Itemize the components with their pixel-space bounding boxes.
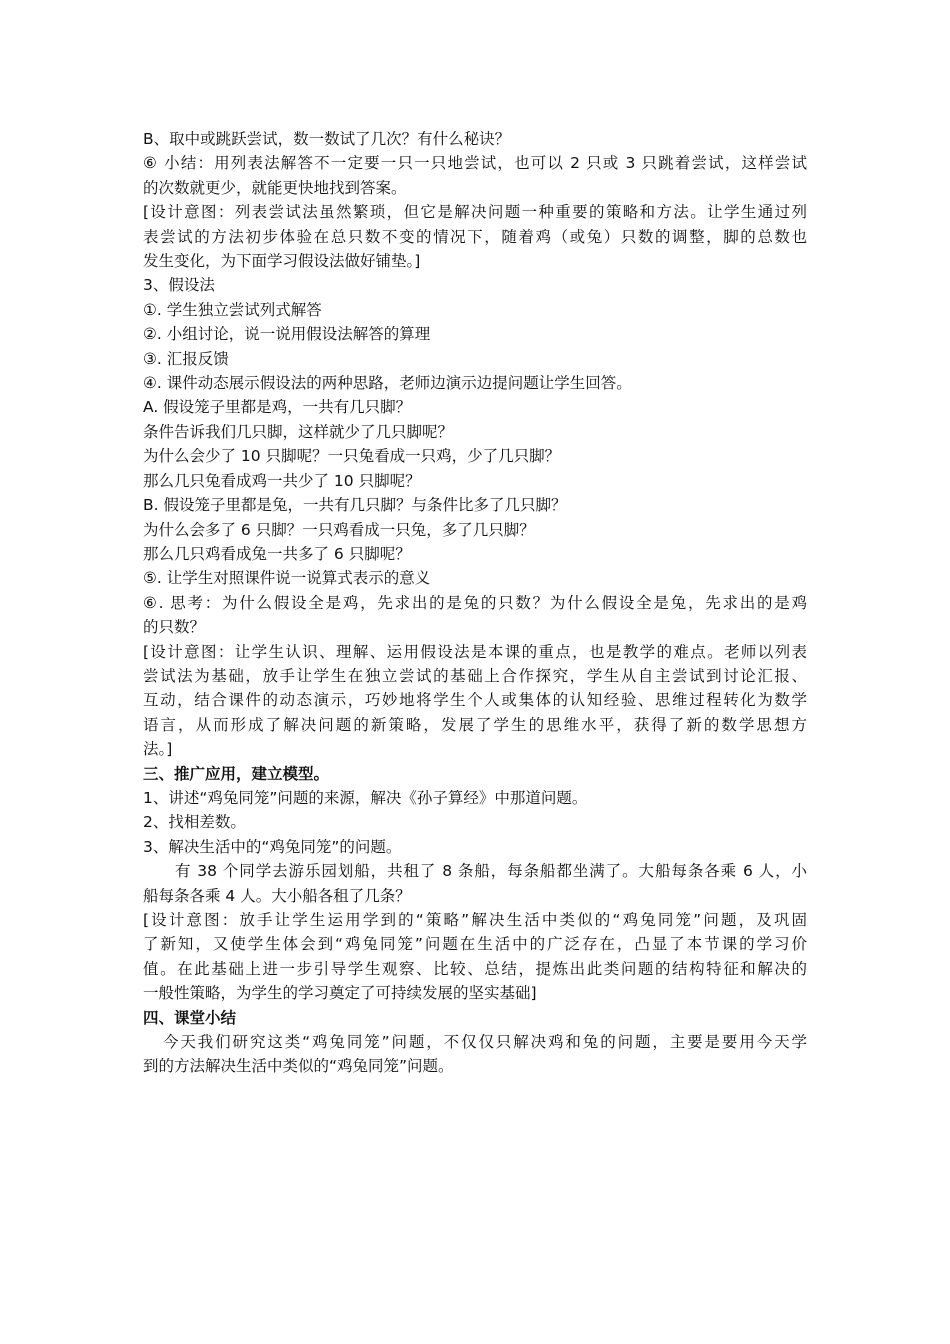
text-line: ①. 学生独立尝试列式解答 — [143, 300, 322, 319]
text-line: 3、解决生活中的“鸡兔同笼”的问题。 — [143, 837, 402, 856]
text-line: 值。在此基础上进一步引导学生观察、比较、总结，提炼出此类问题的结构特征和解决的 — [143, 959, 807, 978]
section-heading: 3、假设法 — [143, 276, 215, 295]
text-line: 发生变化，为下面学习假设法做好铺垫。] — [143, 252, 421, 271]
text-line: A. 假设笼子里都是鸡，一共有几只脚？ — [143, 398, 412, 417]
text-line: ⑥. 思考：为什么假设全是鸡，先求出的是兔的只数？为什么假设全是兔，先求出的是鸡 — [143, 593, 807, 612]
text-line: B. 假设笼子里都是兔，一共有几只脚？与条件比多了几只脚？ — [143, 496, 567, 515]
text-line: ③. 汇报反馈 — [143, 349, 229, 368]
text-line: B、取中或跳跃尝试，数一数试了几次？有什么秘诀？ — [143, 130, 511, 148]
text-line: ⑤. 让学生对照课件说一说算式表示的意义 — [143, 569, 431, 588]
text-line: 1、讲述“鸡兔同笼”问题的来源，解决《孙子算经》中那道问题。 — [143, 788, 588, 807]
text-line: ⑥ 小结：用列表法解答不一定要一只一只地尝试，也可以 2 只或 3 只跳着尝试，这样尝试 — [143, 154, 807, 173]
section-heading: 三、推广应用，建立模型。 — [143, 764, 330, 783]
text-line: 船每条各乘 4 人。大小船各租了几条？ — [143, 886, 411, 905]
text-line: 法。] — [143, 740, 173, 759]
text-line: [设计意图：让学生认识、理解、运用假设法是本课的重点，也是教学的难点。老师以列表 — [143, 642, 807, 661]
text-line: 那么几只鸡看成兔一共多了 6 只脚呢？ — [143, 544, 411, 563]
text-line: 为什么会多了 6 只脚？一只鸡看成一只兔，多了几只脚？ — [143, 520, 535, 539]
text-line: 尝试法为基础，放手让学生在独立尝试的基础上合作探究，学生从自主尝试到讨论汇报、 — [143, 666, 807, 685]
document-body — [143, 127, 807, 1079]
text-line: 今天我们研究这类“鸡兔同笼”问题，不仅仅只解决鸡和兔的问题，主要是要用今天学 — [163, 1033, 807, 1052]
text-line: 那么几只兔看成鸡一共少了 10 只脚呢？ — [143, 471, 421, 490]
text-line: 的只数？ — [143, 618, 206, 637]
text-line: 了新知，又使学生体会到“鸡兔同笼”问题在生活中的广泛存在，凸显了本节课的学习价 — [143, 935, 807, 954]
text-line: 2、找相差数。 — [143, 813, 246, 832]
section-heading: 四、课堂小结 — [143, 1008, 237, 1027]
text-line: 语言，从而形成了解决问题的新策略，发展了学生的思维水平，获得了新的数学思想方 — [143, 715, 807, 734]
text-line: 的次数就更少，就能更快地找到答案。 — [143, 178, 407, 197]
text-line: ④. 课件动态展示假设法的两种思路，老师边演示边提问题让学生回答。 — [143, 374, 632, 393]
text-line: 为什么会少了 10 只脚呢？一只兔看成一只鸡，少了几只脚？ — [143, 447, 561, 466]
text-line: 互动，结合课件的动态演示，巧妙地将学生个人或集体的认知经验、思维过程转化为数学 — [143, 691, 807, 710]
text-line: 条件告诉我们几只脚，这样就少了几只脚呢？ — [143, 422, 454, 441]
text-line: [设计意图：放手让学生运用学到的“策略”解决生活中类似的“鸡兔同笼”问题，及巩固 — [143, 911, 807, 929]
text-line: 表尝试的方法初步体验在总只数不变的情况下，随着鸡（或兔）只数的调整，脚的总数也 — [143, 227, 807, 246]
text-line: 有 38 个同学去游乐园划船，共租了 8 条船，每条船都坐满了。大船每条各乘 6 人，小 — [175, 862, 807, 881]
text-line: 到的方法解决生活中类似的“鸡兔同笼”问题。 — [143, 1057, 454, 1076]
text-line: ②. 小组讨论，说一说用假设法解答的算理 — [143, 325, 431, 344]
text-line: [设计意图：列表尝试法虽然繁琐，但它是解决问题一种重要的策略和方法。让学生通过列 — [143, 203, 807, 222]
text-line: 一般性策略，为学生的学习奠定了可持续发展的坚实基础] — [143, 984, 537, 1003]
